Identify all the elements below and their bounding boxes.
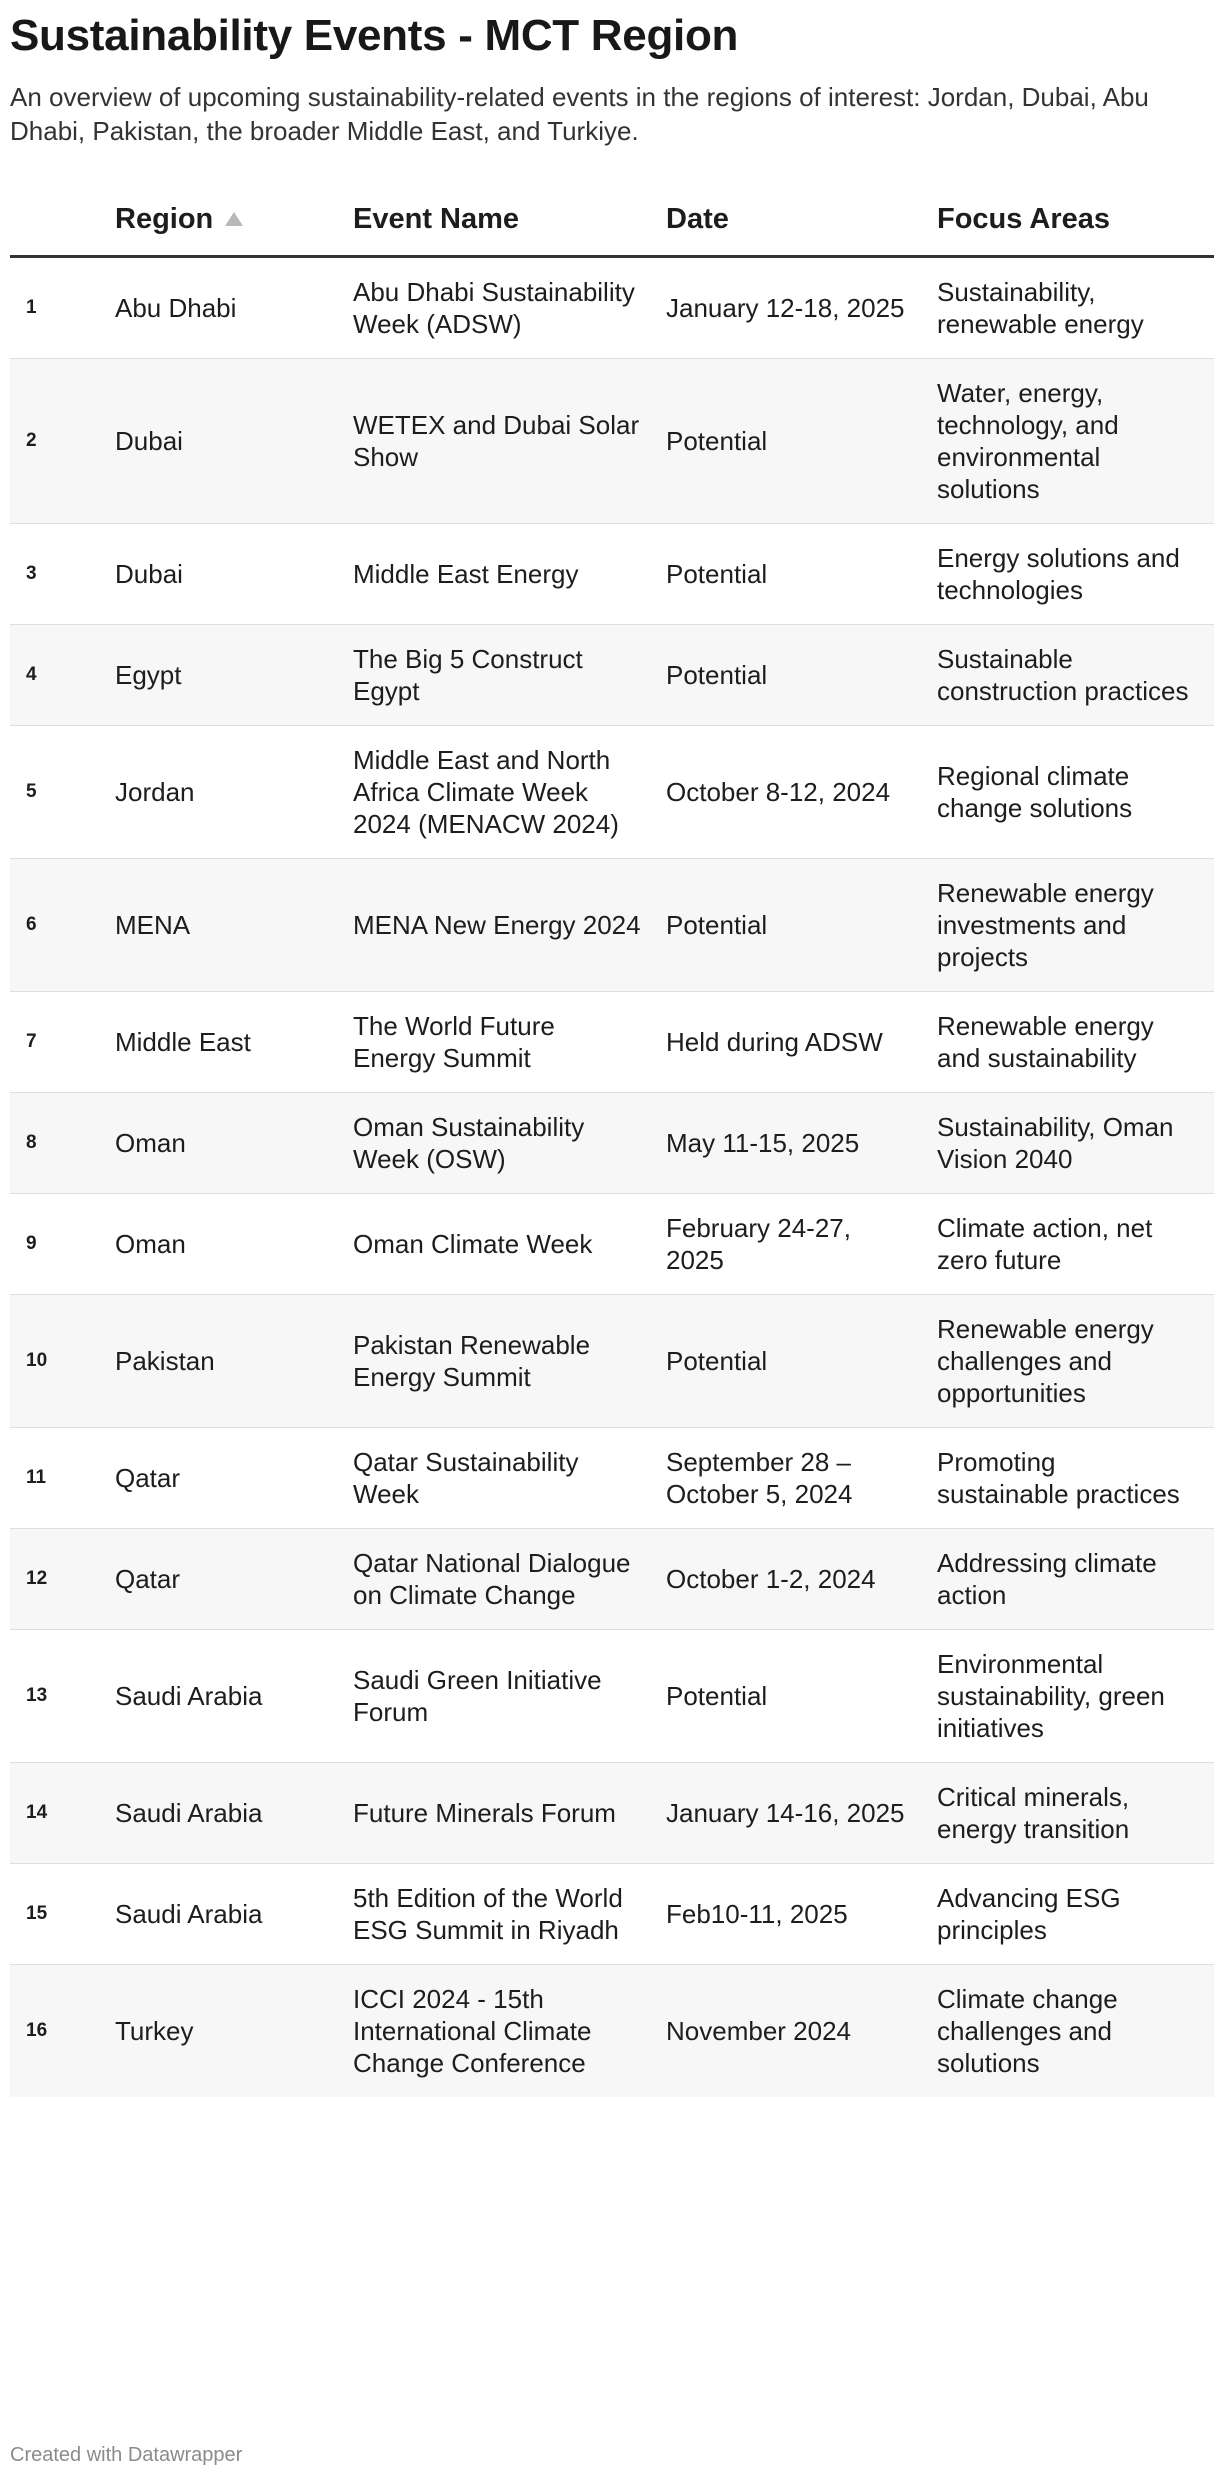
cell-region: Saudi Arabia bbox=[115, 1629, 353, 1762]
column-header-number bbox=[10, 184, 115, 256]
cell-region: Turkey bbox=[115, 1964, 353, 2097]
page-title: Sustainability Events - MCT Region bbox=[10, 11, 739, 60]
cell-date: Potential bbox=[666, 858, 937, 991]
cell-event-name: 5th Edition of the World ESG Summit in Riyadh bbox=[353, 1863, 666, 1964]
sort-ascending-icon[interactable] bbox=[225, 212, 243, 226]
table-header bbox=[10, 184, 1214, 256]
cell-date: Potential bbox=[666, 624, 937, 725]
cell-date: Potential bbox=[666, 358, 937, 523]
column-header-focus-areas[interactable]: Focus Areas bbox=[937, 184, 1214, 256]
cell-focus-areas: Renewable energy investments and projects bbox=[937, 858, 1214, 991]
cell-region: Egypt bbox=[115, 624, 353, 725]
cell-number: 7 bbox=[10, 991, 115, 1092]
cell-date: January 12-18, 2025 bbox=[666, 256, 937, 358]
table-row bbox=[10, 358, 1214, 523]
events-table bbox=[10, 184, 1214, 2097]
cell-event-name: Pakistan Renewable Energy Summit bbox=[353, 1294, 666, 1427]
cell-focus-areas: Energy solutions and technologies bbox=[937, 523, 1214, 624]
cell-region: Oman bbox=[115, 1092, 353, 1193]
cell-number: 10 bbox=[10, 1294, 115, 1427]
cell-focus-areas: Sustainability, renewable energy bbox=[937, 256, 1214, 358]
cell-focus-areas: Climate change challenges and solutions bbox=[937, 1964, 1214, 2097]
cell-region: MENA bbox=[115, 858, 353, 991]
table-row bbox=[10, 1193, 1214, 1294]
cell-focus-areas: Critical minerals, energy transition bbox=[937, 1762, 1214, 1863]
table-row bbox=[10, 1092, 1214, 1193]
table-row bbox=[10, 725, 1214, 858]
cell-region: Qatar bbox=[115, 1528, 353, 1629]
cell-event-name: ICCI 2024 - 15th International Climate Change Conference bbox=[353, 1964, 666, 2097]
cell-region: Saudi Arabia bbox=[115, 1762, 353, 1863]
cell-event-name: MENA New Energy 2024 bbox=[353, 858, 666, 991]
cell-focus-areas: Water, energy, technology, and environmental solutions bbox=[937, 358, 1214, 523]
cell-region: Oman bbox=[115, 1193, 353, 1294]
cell-focus-areas: Environmental sustainability, green initiatives bbox=[937, 1629, 1214, 1762]
cell-focus-areas: Renewable energy challenges and opportunities bbox=[937, 1294, 1214, 1427]
cell-focus-areas: Sustainable construction practices bbox=[937, 624, 1214, 725]
table-row bbox=[10, 1762, 1214, 1863]
cell-number: 6 bbox=[10, 858, 115, 991]
cell-date: November 2024 bbox=[666, 1964, 937, 2097]
cell-number: 3 bbox=[10, 523, 115, 624]
cell-region: Middle East bbox=[115, 991, 353, 1092]
cell-region: Dubai bbox=[115, 523, 353, 624]
cell-date: February 24-27, 2025 bbox=[666, 1193, 937, 1294]
cell-date: January 14-16, 2025 bbox=[666, 1762, 937, 1863]
cell-number: 2 bbox=[10, 358, 115, 523]
cell-number: 5 bbox=[10, 725, 115, 858]
footer-credit: Created with Datawrapper bbox=[10, 2444, 243, 2466]
cell-date: May 11-15, 2025 bbox=[666, 1092, 937, 1193]
table-body bbox=[10, 256, 1214, 2097]
cell-event-name: Abu Dhabi Sustainability Week (ADSW) bbox=[353, 256, 666, 358]
cell-number: 12 bbox=[10, 1528, 115, 1629]
cell-number: 1 bbox=[10, 256, 115, 358]
cell-region: Qatar bbox=[115, 1427, 353, 1528]
cell-region: Abu Dhabi bbox=[115, 256, 353, 358]
cell-date: Potential bbox=[666, 1629, 937, 1762]
table-row bbox=[10, 1629, 1214, 1762]
cell-focus-areas: Advancing ESG principles bbox=[937, 1863, 1214, 1964]
cell-focus-areas: Sustainability, Oman Vision 2040 bbox=[937, 1092, 1214, 1193]
cell-region: Dubai bbox=[115, 358, 353, 523]
cell-event-name: Oman Sustainability Week (OSW) bbox=[353, 1092, 666, 1193]
cell-event-name: Qatar National Dialogue on Climate Change bbox=[353, 1528, 666, 1629]
page-description: An overview of upcoming sustainability-related events in the regions of interest: Jordan, Dubai, Abu Dhabi, Pakistan, the broader Middle East, and Turkiye. bbox=[10, 82, 1149, 146]
column-header-date[interactable]: Date bbox=[666, 184, 937, 256]
cell-date: October 8-12, 2024 bbox=[666, 725, 937, 858]
cell-event-name: WETEX and Dubai Solar Show bbox=[353, 358, 666, 523]
table-row bbox=[10, 858, 1214, 991]
cell-number: 16 bbox=[10, 1964, 115, 2097]
cell-number: 13 bbox=[10, 1629, 115, 1762]
cell-focus-areas: Promoting sustainable practices bbox=[937, 1427, 1214, 1528]
table-row bbox=[10, 1964, 1214, 2097]
table-row bbox=[10, 1528, 1214, 1629]
cell-event-name: Middle East and North Africa Climate Week 2024 (MENACW 2024) bbox=[353, 725, 666, 858]
cell-focus-areas: Climate action, net zero future bbox=[937, 1193, 1214, 1294]
cell-number: 11 bbox=[10, 1427, 115, 1528]
cell-region: Saudi Arabia bbox=[115, 1863, 353, 1964]
column-header-region[interactable] bbox=[115, 184, 353, 256]
table-header-row bbox=[10, 184, 1214, 256]
cell-event-name: Future Minerals Forum bbox=[353, 1762, 666, 1863]
cell-event-name: Oman Climate Week bbox=[353, 1193, 666, 1294]
cell-event-name: The World Future Energy Summit bbox=[353, 991, 666, 1092]
table-row bbox=[10, 523, 1214, 624]
cell-date: Potential bbox=[666, 523, 937, 624]
cell-region: Jordan bbox=[115, 725, 353, 858]
table-row bbox=[10, 1427, 1214, 1528]
table-row bbox=[10, 256, 1214, 358]
table-row bbox=[10, 624, 1214, 725]
cell-date: Feb10-11, 2025 bbox=[666, 1863, 937, 1964]
datawrapper-table-page bbox=[10, 10, 1214, 2097]
cell-focus-areas: Addressing climate action bbox=[937, 1528, 1214, 1629]
table-row bbox=[10, 991, 1214, 1092]
cell-event-name: The Big 5 Construct Egypt bbox=[353, 624, 666, 725]
cell-event-name: Qatar Sustainability Week bbox=[353, 1427, 666, 1528]
cell-number: 4 bbox=[10, 624, 115, 725]
cell-date: September 28 – October 5, 2024 bbox=[666, 1427, 937, 1528]
cell-number: 14 bbox=[10, 1762, 115, 1863]
cell-focus-areas: Renewable energy and sustainability bbox=[937, 991, 1214, 1092]
cell-date: Potential bbox=[666, 1294, 937, 1427]
cell-region: Pakistan bbox=[115, 1294, 353, 1427]
cell-number: 8 bbox=[10, 1092, 115, 1193]
cell-number: 9 bbox=[10, 1193, 115, 1294]
cell-event-name: Saudi Green Initiative Forum bbox=[353, 1629, 666, 1762]
table-row bbox=[10, 1294, 1214, 1427]
cell-number: 15 bbox=[10, 1863, 115, 1964]
column-header-event-name[interactable]: Event Name bbox=[353, 184, 666, 256]
cell-focus-areas: Regional climate change solutions bbox=[937, 725, 1214, 858]
cell-event-name: Middle East Energy bbox=[353, 523, 666, 624]
cell-date: Held during ADSW bbox=[666, 991, 937, 1092]
table-row bbox=[10, 1863, 1214, 1964]
column-header-region-label: Region bbox=[115, 202, 214, 235]
cell-date: October 1-2, 2024 bbox=[666, 1528, 937, 1629]
